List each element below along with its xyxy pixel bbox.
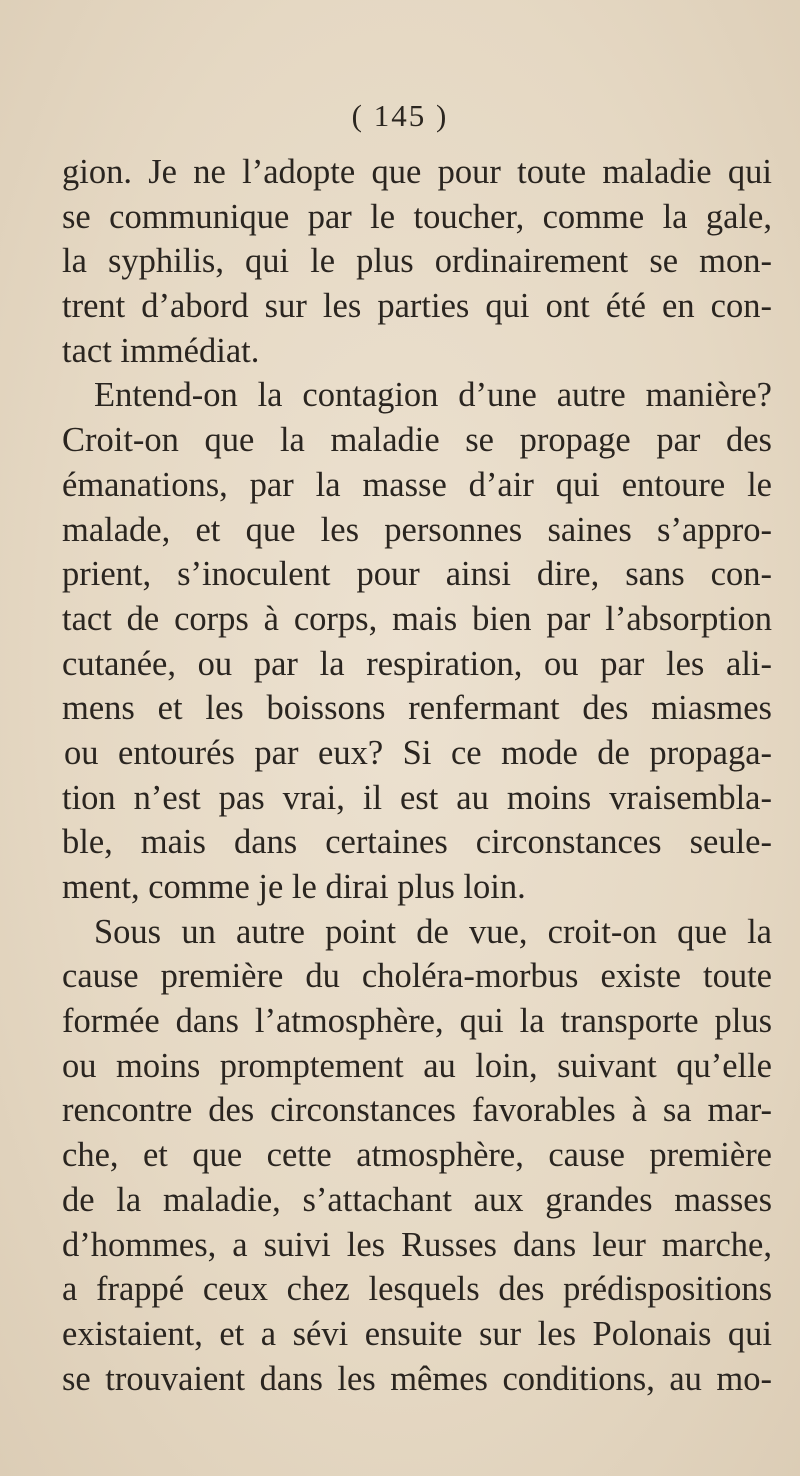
text-line: Croit-on que la maladie se propage par des	[62, 421, 772, 460]
page-number: ( 145 )	[351, 98, 449, 133]
text-line: che, et que cette atmosphère, cause première	[62, 1136, 772, 1175]
text-line: cause première du choléra-morbus existe toute	[62, 957, 772, 996]
text-line: prient, s’inoculent pour ainsi dire, sans con-	[62, 555, 772, 594]
text-line: trent d’abord sur les parties qui ont été en con-	[62, 287, 772, 326]
text-line: malade, et que les personnes saines s’appro-	[62, 510, 772, 549]
text-line: ou moins promptement au loin, suivant qu’elle	[62, 1046, 772, 1085]
text-line: se trouvaient dans les mêmes conditions, au mo-	[62, 1359, 772, 1398]
text-line: formée dans l’atmosphère, qui la transporte plus	[62, 1002, 772, 1041]
text-line: tact de corps à corps, mais bien par l’absorption	[62, 599, 772, 638]
text-line: mens et les boissons renfermant des miasmes	[62, 689, 772, 728]
text-line: Sous un autre point de vue, croit-on que la	[94, 912, 772, 951]
text-line: a frappé ceux chez lesquels des prédispositions	[62, 1270, 772, 1309]
text-line: rencontre des circonstances favorables à sa mar-	[62, 1091, 772, 1130]
text-line: existaient, et a sévi ensuite sur les Polonais qui	[62, 1314, 772, 1353]
text-line: la syphilis, qui le plus ordinairement se mon-	[62, 242, 772, 281]
text-line: de la maladie, s’attachant aux grandes masses	[62, 1180, 772, 1219]
text-line: tion n’est pas vrai, il est au moins vraisembla-	[62, 778, 772, 817]
text-line: Entend-on la contagion d’une autre manière?	[94, 376, 772, 415]
text-line: ou entourés par eux? Si ce mode de propaga-	[64, 733, 772, 772]
text-line: d’hommes, a suivi les Russes dans leur marche,	[62, 1225, 772, 1264]
text-line: émanations, par la masse d’air qui entoure le	[62, 465, 772, 504]
text-line: se communique par le toucher, comme la gale,	[62, 197, 772, 236]
text-line: gion. Je ne l’adopte que pour toute maladie qui	[62, 153, 772, 191]
body-text	[62, 150, 772, 1401]
text-line: tact immédiat.	[62, 331, 260, 370]
text-line: cutanée, ou par la respiration, ou par les ali-	[62, 644, 772, 683]
text-line: ment, comme je le dirai plus loin.	[62, 868, 526, 906]
text-line: ble, mais dans certaines circonstances seule-	[62, 823, 772, 862]
